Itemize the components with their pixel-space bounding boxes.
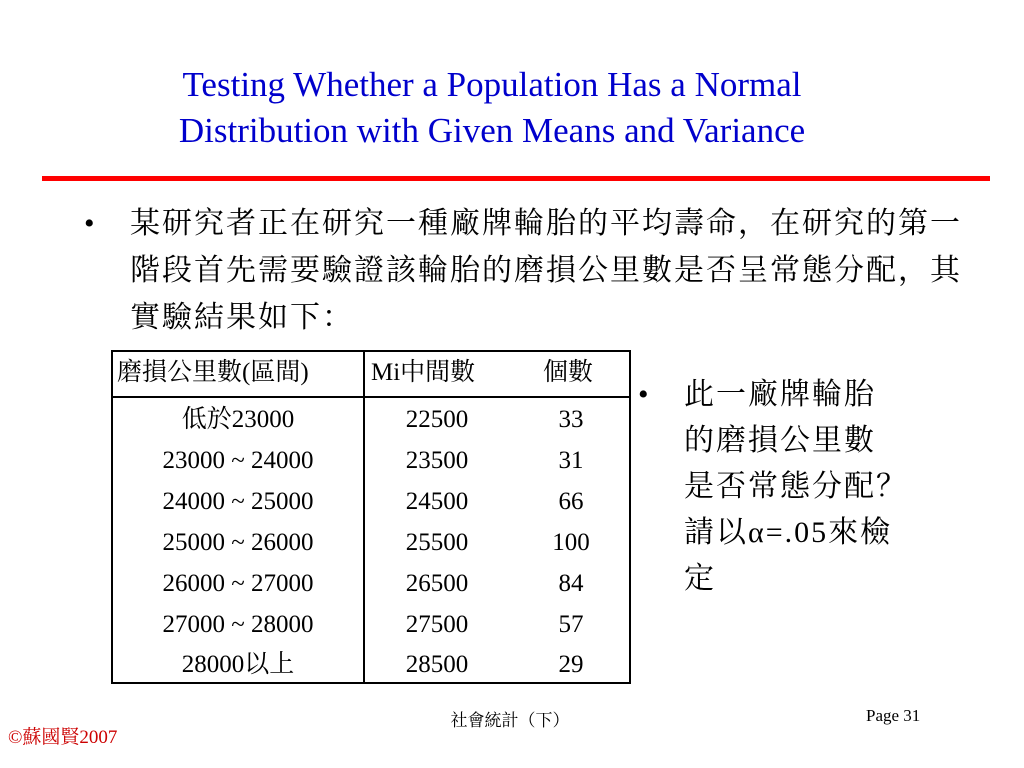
cell-interval: 23000 ~ 24000 [162, 447, 314, 474]
bullet-icon: • [84, 207, 97, 240]
slide-title [0, 62, 984, 154]
cell-interval: 25000 ~ 26000 [162, 529, 314, 556]
side-bullet [638, 372, 958, 602]
table-row [113, 481, 629, 522]
cell-count: 57 [558, 611, 584, 638]
cell-midpoint: 25500 [405, 529, 469, 556]
table-header-midpoint: Mi中間數 [371, 359, 476, 386]
footer-course-name: 社會統計（下） [450, 711, 570, 730]
side-bullet-text [684, 372, 958, 602]
footer-page-number: Page 31 [866, 706, 921, 725]
table-row [113, 644, 629, 685]
table-header-interval: 磨損公里數(區間) [117, 359, 309, 386]
cell-interval: 27000 ~ 28000 [162, 611, 314, 638]
table-row [113, 522, 629, 563]
cell-interval: 24000 ~ 25000 [162, 488, 314, 515]
cell-count: 100 [552, 529, 590, 556]
cell-count: 29 [558, 651, 584, 678]
side-bullet-line: 請以α=.05來檢 [684, 516, 893, 549]
cell-midpoint: 28500 [405, 651, 469, 678]
cell-midpoint: 26500 [405, 570, 469, 597]
title-line-2: Distribution with Given Means and Variance [178, 111, 806, 150]
table-header-divider [113, 396, 629, 398]
bullet-icon: • [638, 378, 651, 411]
main-bullet [84, 200, 964, 341]
table-row [113, 440, 629, 481]
table-row [113, 604, 629, 645]
cell-interval: 26000 ~ 27000 [162, 570, 314, 597]
table-header-count: 個數 [543, 359, 594, 386]
title-line-1: Testing Whether a Population Has a Normal [182, 65, 802, 104]
side-bullet-line: 的磨損公里數 [684, 424, 876, 457]
cell-midpoint: 22500 [405, 406, 469, 433]
cell-midpoint: 24500 [405, 488, 469, 515]
side-bullet-line: 定 [684, 562, 716, 595]
table-row [113, 563, 629, 604]
table-row [113, 399, 629, 440]
main-bullet-text: 某研究者正在研究一種廠牌輪胎的平均壽命，在研究的第一階段首先需要驗證該輪胎的磨損公里數是否呈常態分配，其實驗結果如下： [130, 207, 962, 334]
cell-interval: 低於23000 [181, 406, 295, 433]
side-bullet-line: 是否常態分配？ [684, 470, 908, 503]
cell-count: 66 [558, 488, 584, 515]
cell-midpoint: 23500 [405, 447, 469, 474]
cell-midpoint: 27500 [405, 611, 469, 638]
cell-count: 84 [558, 570, 584, 597]
side-bullet-line: 此一廠牌輪胎 [684, 378, 876, 411]
cell-count: 31 [558, 447, 584, 474]
data-table [111, 350, 631, 684]
title-divider [42, 176, 990, 181]
cell-count: 33 [558, 406, 584, 433]
cell-interval: 28000以上 [181, 651, 295, 678]
copyright-notice: ©蘇國賢2007 [8, 727, 118, 748]
